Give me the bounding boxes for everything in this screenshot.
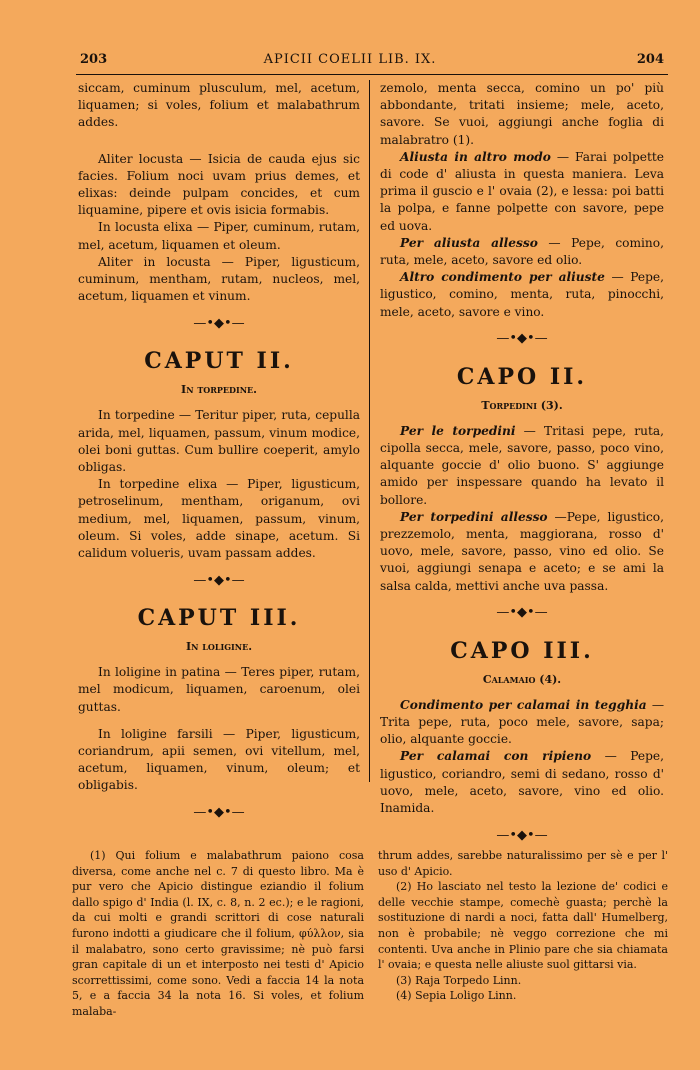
chapter-heading: CAPO II. bbox=[456, 363, 588, 390]
italian-para-4: Altro condimento per aliuste — Pepe, ligustico, comino, menta, ruta, pinocchi, mele, aceto, savore e vino. bbox=[380, 270, 664, 319]
latin-para-4: Aliter in locusta — Piper, ligusticum, cuminum, mentham, rutam, nucleos, mel, acetum, liquamen et vinum. bbox=[78, 254, 360, 304]
ornament-divider: —•◆•— bbox=[496, 331, 548, 347]
footnote-3: (3) Raja Torpedo Linn. bbox=[396, 973, 522, 987]
ornament-divider: —•◆•— bbox=[193, 572, 245, 588]
italian-column bbox=[380, 80, 664, 853]
italian-para-3: Per aliusta allesso — Pepe, comino, ruta, mele, aceto, savore ed olio. bbox=[380, 235, 664, 268]
ornament-divider: —•◆•— bbox=[496, 827, 548, 843]
latin-para-8: In loligine farsili — Piper, ligusticum, coriandrum, apii semen, ovi vitellum, mel, acetum, liquamen, vinum, oleum; et obligabis. bbox=[78, 726, 360, 793]
latin-para-5: In torpedine — Teritur piper, ruta, cepulla arida, mel, liquamen, passum, vinum modice, olei boni guttas. Cum bullire coeperit, amylo obligas. bbox=[78, 408, 360, 475]
latin-para-7: In loligine in patina — Teres piper, rutam, mel modicum, liquamen, caroenum, olei guttas. bbox=[78, 665, 360, 714]
footnotes-right bbox=[378, 848, 668, 1004]
footnote-1: (1) Qui folium e malabathrum paiono cosa diversa, come anche nel c. 7 di questo libro. Ma è pur vero che Apicio distingue eziandio il folium dallo spigo d' India (l. IX, c. 8, n. 2 ec.); e le ragioni, da cui molti e grandi scrittori di cose naturali furono indotti a giudicare che il folium, φύλλον, sia il malabatro, sono certo gravissime; nè può farsi gran capitale di un et interposto nei testi d' Apicio scorrettissimi, come sono. Vedi a faccia 14 la nota 5, e a faccia 34 la nota 16. Si voles, et folium malaba- bbox=[72, 849, 364, 1018]
italian-para-2: Aliusta in altro modo — Farai polpette di code d' aliusta in questa maniera. Leva prima il guscio e l' ovaia (2), e lessa: poi batti la polpa, e fanne polpette con savore, pepe ed uova. bbox=[380, 149, 664, 233]
footnote-2: (2) Ho lasciato nel testo la lezione de' codici e delle vecchie stampe, comechè guasta; perchè la sostituzione di nardi a noci, fatta dall' Humelberg, non è probabile; nè veggo correzione che mi contenti. Uva anche in Plinio pare che sia chiamata l' ovaia; e questa nelle aliuste suol gittarsi via. bbox=[378, 880, 668, 972]
footnote-1-continued: thrum addes, sarebbe naturalissimo per sè e per l' uso d' Apicio. bbox=[378, 849, 668, 878]
latin-para-2: Aliter locusta — Isicia de cauda ejus sic facies. Folium noci uvam prius demes, et elixas: deinde pulpam concides, et cum liquamine, pipere et ovis isicia formabis. bbox=[78, 151, 360, 218]
latin-para-1: siccam, cuminum plusculum, mel, acetum, liquamen; si voles, folium et malabathrum addes. bbox=[78, 81, 360, 130]
chapter-subtitle: Calamaio (4). bbox=[482, 672, 562, 686]
running-head: APICII COELII LIB. IX. bbox=[263, 52, 437, 67]
latin-para-3: In locusta elixa — Piper, cuminum, rutam, mel, acetum, liquamen et oleum. bbox=[78, 220, 360, 252]
chapter-heading: CAPUT II. bbox=[144, 348, 294, 375]
latin-column bbox=[78, 80, 360, 831]
ornament-divider: —•◆•— bbox=[193, 805, 245, 821]
column-divider bbox=[369, 80, 370, 782]
footnote-4: (4) Sepia Loligo Linn. bbox=[396, 989, 517, 1003]
chapter-heading: CAPUT III. bbox=[137, 605, 301, 632]
italian-para-6: Per torpedini allesso —Pepe, ligustico, prezzemolo, menta, maggiorana, rosso d' uovo, mele, savore, passo, vino ed olio. Se vuoi, aggiungi senapa e aceto; e se ami la salsa calda, mettivi anche uva passa. bbox=[380, 509, 664, 593]
page-number-right: 204 bbox=[636, 52, 664, 67]
page-number-left: 203 bbox=[80, 52, 108, 67]
italian-para-5: Per le torpedini — Tritasi pepe, ruta, cipolla secca, mele, savore, passo, poco vino, alquante goccie d' olio buono. S' aggiunge amido per inspessare quando ha levato il bollore. bbox=[380, 423, 664, 507]
footnotes-left bbox=[72, 848, 364, 1020]
chapter-subtitle: In torpedine. bbox=[181, 383, 257, 397]
chapter-subtitle: In loligine. bbox=[185, 640, 253, 654]
header-rule bbox=[76, 74, 668, 75]
italian-para-1: zemolo, menta secca, comino un po' più abbondante, tritati insieme; mele, aceto, savore. Se vuoi, aggiungi anche foglia di malabratro (1). bbox=[380, 81, 664, 147]
ornament-divider: —•◆•— bbox=[496, 605, 548, 621]
chapter-heading: CAPO III. bbox=[450, 637, 594, 664]
latin-para-6: In torpedine elixa — Piper, ligusticum, petroselinum, mentham, origanum, ovi medium, mel, liquamen, passum, vinum, oleum. Si voles, adde sinape, acetum. Si calidum volueris, uvam passam addes. bbox=[78, 477, 360, 561]
italian-para-8: Per calamai con ripieno — Pepe, ligustico, coriandro, semi di sedano, rosso d' uovo, mele, aceto, savore, vino ed olio. Inamida. bbox=[380, 749, 664, 816]
ornament-divider: —•◆•— bbox=[193, 315, 245, 331]
italian-para-7: Condimento per calamai in tegghia — Trita pepe, ruta, poco mele, savore, sapa; olio, alquante goccie. bbox=[380, 697, 665, 747]
chapter-subtitle: Torpedini (3). bbox=[481, 398, 563, 412]
